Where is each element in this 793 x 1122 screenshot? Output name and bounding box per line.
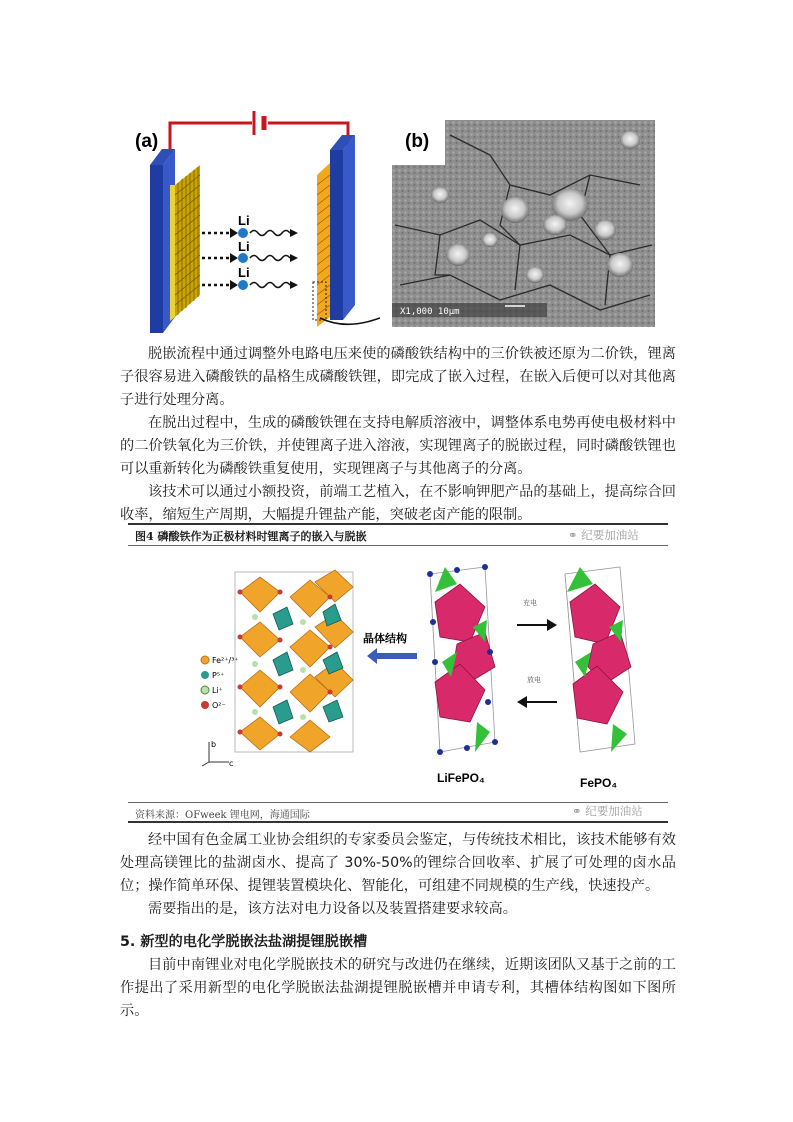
figure-b-sem-image: [380, 115, 656, 330]
paragraph-3: 该技术可以通过小额投资，前端工艺植入，在不影响钾肥产品的基础上，提高综合回收率，缩短生产周期，大幅提升锂盐产能，突破老卤产能的限制。: [120, 484, 676, 523]
legend-fe: Fe²⁺/³⁺: [212, 656, 239, 665]
figure4-top-rule: [128, 523, 668, 525]
wechat-icon: ⚭: [572, 804, 582, 818]
sem-scale-text: X1,000 10µm: [400, 307, 460, 317]
lfp-structure-left: [235, 570, 353, 752]
panel-b-label: (b): [405, 131, 430, 152]
figure4-crystal-structure: [195, 552, 665, 797]
paragraph-4: 经中国有色金属工业协会组织的专家委员会鉴定，与传统技术相比，该技术能够有效处理高镁锂比的盐湖卤水、提高了 30%-50%的锂综合回收率、扩展了可处理的卤水品位；操作简单环保、提锂装置模块化、智能化，可组建不同规模的生产线，快速投产。: [120, 832, 676, 894]
fepo4-cell: [565, 567, 635, 752]
li-ion-paths: [202, 228, 298, 290]
source-watermark-text: 纪要加油站: [585, 804, 643, 818]
charge-label: 充电: [523, 599, 537, 607]
axis-c-label: c: [229, 759, 234, 768]
li-label-1: Li: [238, 213, 250, 228]
paragraph-1: 脱嵌流程中通过调整外电路电压来使的磷酸铁结构中的三价铁被还原为二价铁，锂离子很容易进入磷酸铁的晶格生成磷酸铁锂，即完成了嵌入过程，在嵌入后便可以对其他离子进行处理分离。: [120, 346, 676, 408]
paragraph-5: 需要指出的是，该方法对电力设备以及装置搭建要求较高。: [148, 901, 517, 917]
paragraph-6: 目前中南锂业对电化学脱嵌技术的研究与改进仍在继续，近期该团队又基于之前的工作提出了采用新型的电化学脱嵌法盐湖提锂脱嵌槽并申请专利，其槽体结构图如下图所示。: [120, 957, 676, 1019]
figure4-bottom-thick-rule: [128, 821, 668, 823]
wechat-icon: ⚭: [568, 528, 578, 542]
lifepo4-label: LiFePO₄: [437, 771, 485, 785]
crystal-structure-arrow: [367, 648, 417, 664]
axis-b-label: b: [211, 740, 217, 749]
discharge-label: 放电: [527, 676, 541, 684]
paragraphs-mid: [120, 829, 676, 921]
legend: [201, 656, 239, 710]
lifepo4-cell: [427, 564, 498, 755]
charge-arrow: [517, 619, 557, 631]
li-label-2: Li: [238, 239, 250, 254]
watermark-text: 纪要加油站: [581, 528, 639, 542]
paragraph-2: 在脱出过程中，生成的磷酸铁锂在支持电解质溶液中，调整体系电势再使电极材料中的二价铁氧化为三价铁，并使锂离子进入溶液，实现锂离子的脱嵌过程，同时磷酸铁锂也可以重新转化为磷酸铁重复使用，实现锂离子与其他离子的分离。: [120, 415, 676, 477]
figure4-caption: 图4 磷酸铁作为正极材料时锂离子的嵌入与脱嵌: [135, 530, 367, 543]
legend-o: O²⁻: [212, 701, 226, 710]
legend-p: P⁵⁺: [212, 671, 225, 680]
paragraphs-top: [120, 343, 676, 527]
panel-a-label: (a): [135, 131, 159, 152]
figure4-watermark: [568, 527, 639, 543]
figure4-caption-rule: [128, 545, 668, 546]
fepo4-label: FePO₄: [580, 776, 618, 790]
figure4-source: 资料来源：OFweek 锂电网，海通国际: [135, 810, 310, 821]
discharge-arrow: [517, 696, 557, 708]
section-5-heading: 5. 新型的电化学脱嵌法盐湖提锂脱嵌槽: [120, 934, 368, 950]
battery-icon: [254, 111, 264, 135]
figure-a-electrochemical-cell: [130, 105, 380, 335]
legend-li: Li⁺: [212, 686, 223, 695]
section-5-paragraph-block: [120, 954, 676, 1023]
li-label-3: Li: [238, 265, 250, 280]
crystal-structure-label: 晶体结构: [363, 632, 407, 645]
figure4-source-watermark: [572, 803, 643, 819]
